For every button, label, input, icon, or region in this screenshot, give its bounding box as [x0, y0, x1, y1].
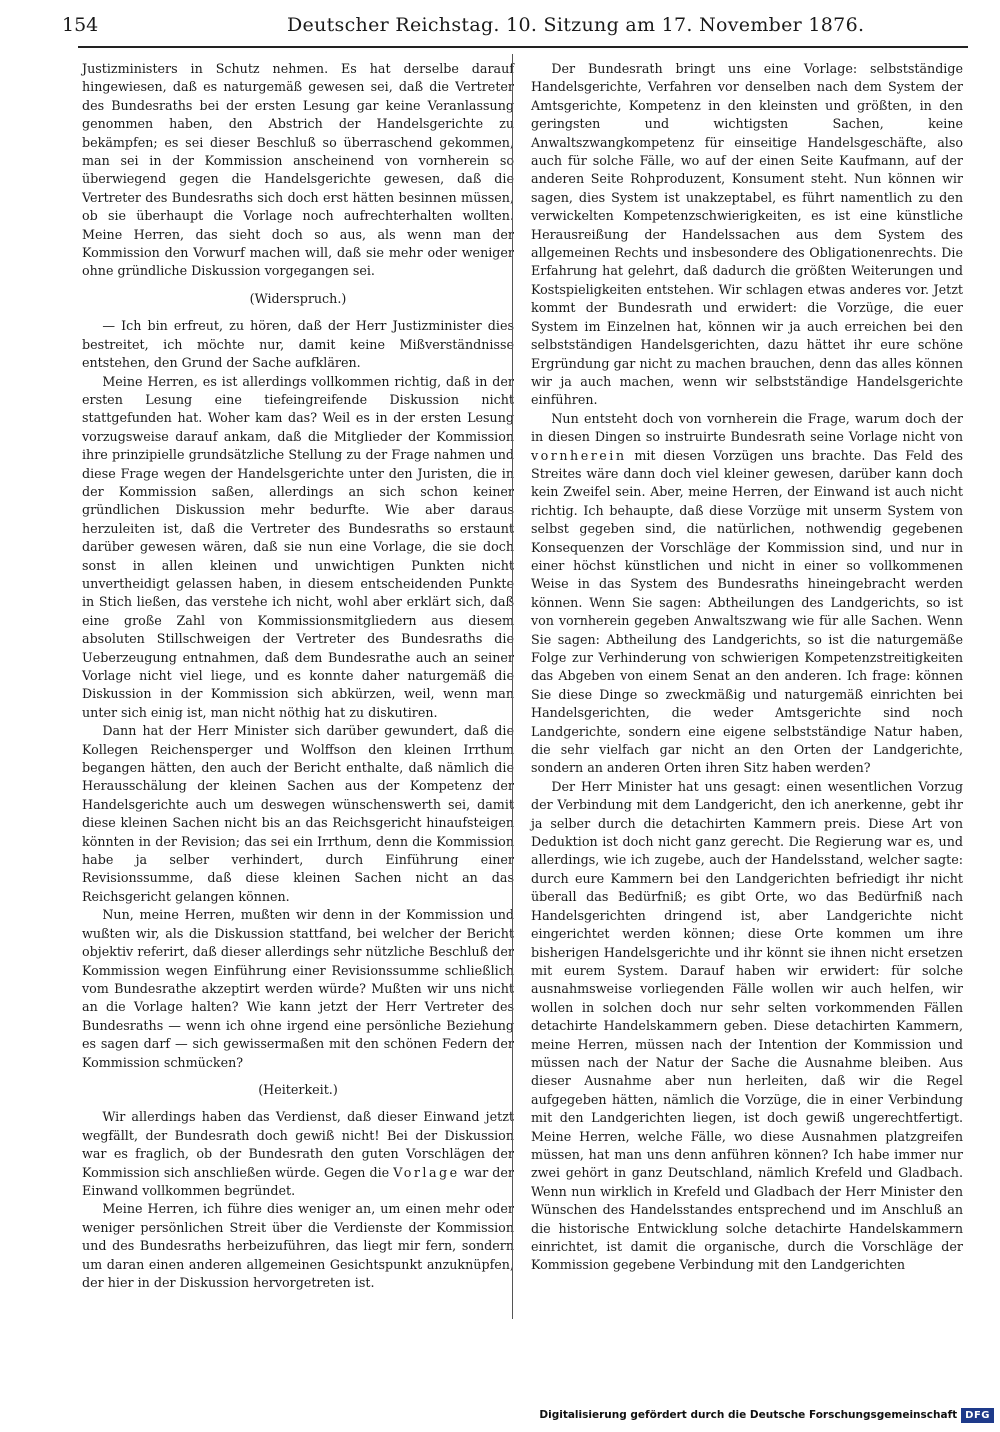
paragraph: Justizministers in Schutz nehmen. Es hat derselbe darauf hingewiesen, daß es naturgemäß gewesen sei, daß die Vertreter des Bundesraths bei der ersten Lesung gar keine Veranlassung genommen haben, den Abstrich der Handelsgerichte zu bekämpfen; es sei dieser Beschluß so überraschend gekommen, man sei in der Kommission anscheinend von vornherein so überwiegend gegen die Handelsgerichte gewesen, daß die Vertreter des Bundesraths sich doch erst hätten besinnen müssen, ob sie überhaupt die Vorlage noch aufrechterhalten wollten. Meine Herren, das sieht doch so aus, als wenn man der Kommission den Vorwurf machen will, daß sie mehr oder weniger ohne gründliche Diskussion vorgegangen sei. [82, 61, 514, 279]
paragraph: Der Bundesrath bringt uns eine Vorlage: selbstständige Handelsgerichte, Verfahren vor denselben nach dem System der Amtsgerichte, Kompetenz in den kleinsten und größten, in den geringsten und wichtigsten Sachen, keine Anwaltszwangkompetenz für einseitige Handelsgeschäfte, also auch für solche Fälle, wo auf der einen Seite Kaufmann, auf der anderen Seite Rohproduzent, Konsument steht. Nun können wir sagen, dies System ist unakzeptabel, es führt namentlich zu den verwickelten Kompetenzschwierigkeiten, es ist eine künstliche Herausreißung der Handelssachen aus dem System des allgemeinen Rechts und insbesondere des Obligationenrechts. Die Erfahrung hat gelehrt, daß dadurch die größten Weiterungen und Kostspieligkeiten entstehen. Wir schlagen etwas anderes vor. Jetzt kommt der Bundesrath und erwidert: die Vorzüge, die euer System im Einzelnen hat, können wir ja auch erreichen bei den selbstständigen Handelsgerichten, dazu hättet ihr eure schöne Ergründung gar nicht zu machen brauchen, denn das alles können wir ja auch machen, wenn wir selbstständige Handelsgerichte einführen. [531, 61, 963, 408]
interjection: (Widerspruch.) [249, 290, 347, 306]
paragraph-text: Nun entsteht doch von vornherein die Frage, warum doch der in diesen Dingen so instruirte Bundesrath seine Vorlage nicht von [531, 410, 963, 445]
paragraph: Nun, meine Herren, mußten wir denn in der Kommission und wußten wir, als die Diskussion stattfand, bei welcher der Bericht objektiv referirt, daß dieser allerdings sehr nützliche Beschluß der Kommission wegen Einführung einer Revisionssumme schließlich vom Bundesrathe akzeptirt werden würde? Mußten wir uns nicht an die Vorlage halten? Wie kann jetzt der Herr Vertreter des Bundesraths — wenn ich ohne irgend eine persönliche Beziehung es sagen darf — sich gewissermaßen mit den schönen Federn der Kommission schmücken? [82, 907, 514, 1070]
column-divider [512, 54, 513, 1319]
paragraph [82, 1108, 514, 1200]
paragraph: Meine Herren, ich führe dies weniger an, um einen mehr oder weniger persönlichen Streit über die Verdienste der Kommission und des Bundesraths herbeizuführen, das liegt mir fern, sondern um daran einen anderen allgemeinen Gesichtspunkt anzuknüpfen, der hier in der Diskussion hervorgetreten ist. [82, 1201, 514, 1290]
dfg-logo: DFG [961, 1408, 994, 1423]
paragraph-text: war der Einwand vollkommen begründet. [82, 1164, 514, 1198]
paragraph [531, 410, 963, 778]
credit-text: Digitalisierung gefördert durch die Deutsche Forschungsgemeinschaft [539, 1409, 958, 1421]
right-column [531, 60, 963, 1275]
paragraph: Meine Herren, es ist allerdings vollkommen richtig, daß in der ersten Lesung eine tiefeingreifende Diskussion nicht stattgefunden hat. Woher kam das? Weil es in der ersten Lesung vorzugsweise darauf ankam, daß die Mitglieder der Kommission ihre prinzipielle grundsätzliche Stellung zu der Frage nahmen und diese Frage wegen der Handelsgerichte unter den Juristen, die in der Kommission saßen, allerdings an sich schon keiner gründlichen Diskussion mehr bedurfte. Wie aber daraus herzuleiten ist, daß die Vertreter des Bundesraths so erstaunt darüber gewesen wären, daß sie nun eine Vorlage, die sie doch sonst in allen kleinen und unwichtigen Punkten nicht unvertheidigt gelassen haben, in diesem entscheidenden Punkte in Stich ließen, das verstehe ich nicht, wohl aber erklärt sich, daß eine große Zahl von Kommissionsmitgliedern aus diesem absoluten Stillschweigen der Vertreter des Bundesraths die Ueberzeugung entnahmen, daß dem Bundesrathe auch an seiner Vorlage nicht viel liege, und es konnte daher naturgemäß die Diskussion in der Kommission sich abkürzen, weil, wenn man unter sich einig ist, man nicht nöthig hat zu diskutiren. [82, 373, 514, 720]
paragraph: Dann hat der Herr Minister sich darüber gewundert, daß die Kollegen Reichensperger und Wolffson den kleinen Irrthum begangen hätten, den auch der Bericht enthalte, daß nämlich die Herausschälung der kleinen Sachen aus der Kompetenz der Handelsgerichte auch um deswegen wünschenswerth sei, damit diese kleinen Sachen nicht bis an das Reichsgericht hinaufsteigen könnten in der Revision; das sei ein Irrthum, denn die Kommission habe ja selber verhindert, durch Einführung einer Revisionssumme, daß diese kleinen Sachen nicht an das Reichsgericht gelangen können. [82, 723, 514, 904]
paragraph: — Ich bin erfreut, zu hören, daß der Herr Justizminister dies bestreitet, ich möchte nur, damit keine Mißverständnisse entstehen, den Grund der Sache aufklären. [82, 318, 514, 371]
footer-credit [539, 1406, 994, 1424]
interjection: (Heiterkeit.) [258, 1081, 338, 1097]
paragraph-text: Wir allerdings haben das Verdienst, daß dieser Einwand jetzt wegfällt, der Bundesrath doch gewiß nicht! Bei der Diskussion war es fraglich, ob der Bundesrath den guten Vorschlägen der Kommission sich anschließen würde. Gegen die [82, 1109, 514, 1180]
emphasized-word: Vorlage [393, 1164, 460, 1180]
left-column [82, 60, 514, 1292]
paragraph: Der Herr Minister hat uns gesagt: einen wesentlichen Vorzug der Verbindung mit dem Landgericht, den ich anerkenne, gebt ihr ja selber durch die detachirten Kammern preis. Diese Art von Deduktion ist doch nicht ganz gerecht. Die Regierung war es, und allerdings, wie ich zugebe, auch der Handelsstand, welcher sagte: durch eure Kammern bei den Landgerichten befriedigt ihr nicht überall das Bedürfniß; es gibt Orte, wo das Bedürfniß nach Handelsgerichten dringend ist, aber Landgerichte nicht eingerichtet werden können; diese Orte kommen um ihre bisherigen Handelsgerichte und ihr könnt sie ihnen nicht ersetzen mit eurem System. Darauf haben wir erwidert: für solche ausnahmsweise vorliegenden Fälle wollen wir auch helfen, wir wollen in solchen doch nur sehr selten vorkommenden Fällen detachirte Handelskammern geben. Diese detachirten Kammern, meine Herren, müssen nach der Intention der Kommission und müssen nach der Natur der Sache die Ausnahme bleiben. Aus dieser Ausnahme aber nun herleiten, daß wir die Regel aufgegeben hätten, nämlich die Vorzüge, die in einer Verbindung mit den Landgerichten liegen, ist doch gewiß ungerechtfertigt. Meine Herren, welche Fälle, wo diese Ausnahmen platzgreifen müssen, hat man uns denn anführen können? Ich habe immer nur zwei gehört in ganz Deutschland, nämlich Krefeld und Gladbach. Wenn nun wirklich in Krefeld und Gladbach der Herr Minister den Wünschen des Handelsstandes entsprechend und im Anschluß an die historische Entwicklung solche detachirte Handelskammern einrichtet, ist damit die organische, durch die Vorschläge der Kommission gegebene Verbindung mit den Landgerichten [531, 778, 963, 1273]
header-rule [78, 46, 968, 48]
running-head: Deutscher Reichstag. 10. Sitzung am 17. November 1876. [287, 14, 865, 36]
paragraph-text: mit diesen Vorzügen uns brachte. Das Feld des Streites wäre dann doch viel kleiner gewesen, darüber kann doch kein Zweifel sein. Aber, meine Herren, der Einwand ist auch nicht richtig. Ich behaupte, daß diese Vorzüge mit unserm System von selbst gegeben sind, die natürlichen, nothwendig gegebenen Konsequenzen der Vorschläge der Kommission sind, und nur in einer höchst künstlichen und nicht in einer so vollkommenen Weise in das System des Bundesraths hineingebracht werden können. Wenn Sie sagen: Abtheilungen des Landgerichts, so ist von vornherein gegeben Anwaltszwang wie für alle Sachen. Wenn Sie sagen: Abtheilung des Landgerichts, so ist die naturgemäße Folge zur Verhinderung von schwierigen Kompetenzstreitigkeiten das Abgeben von einem Senat an den anderen. Ich frage: können Sie diese Dinge so zweckmäßig und naturgemäß einrichten bei Handelsgerichten, die weder Amtsgerichte sind noch Landgerichte, sondern eine eigene selbstständige Natur haben, die sehr vielfach gar nicht an den Orten der Landgerichte, sondern an anderen Orten ihren Sitz haben werden? [531, 447, 963, 776]
page-header [62, 10, 962, 40]
page-number: 154 [62, 14, 99, 36]
emphasized-word: vornherein [531, 447, 627, 463]
